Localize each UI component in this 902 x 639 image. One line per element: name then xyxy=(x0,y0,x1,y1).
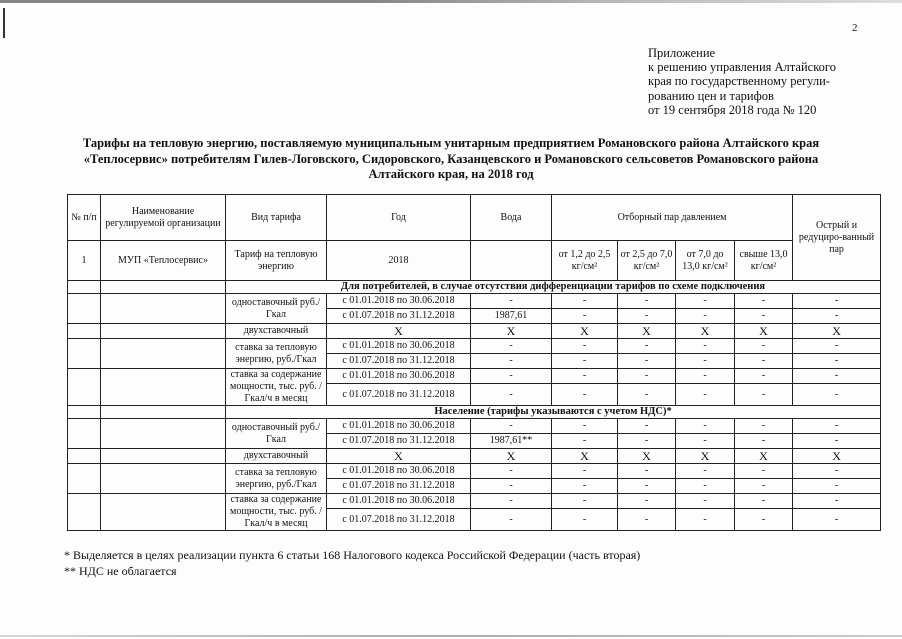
empty-cell xyxy=(68,449,101,464)
value-cell: - xyxy=(735,464,793,479)
capacity-rate-row xyxy=(68,369,881,384)
empty-cell xyxy=(101,339,226,369)
section-title: Население (тарифы указываются с учетом НДС)* xyxy=(226,406,881,419)
col-header-num: № п/п xyxy=(68,195,101,241)
org-num: 1 xyxy=(68,241,101,281)
capacity-rate-label: ставка за содержание мощности, тыс. руб. /Гкал/ч в месяц xyxy=(226,369,327,406)
appendix-line: к решению управления Алтайского xyxy=(648,60,836,75)
empty-cell xyxy=(101,324,226,339)
org-year: 2018 xyxy=(327,241,471,281)
value-cell: 1987,61** xyxy=(471,434,552,449)
value-cell: - xyxy=(552,309,618,324)
period-cell: с 01.01.2018 по 30.06.2018 xyxy=(327,369,471,384)
value-cell: - xyxy=(552,384,618,406)
value-cell: - xyxy=(618,464,676,479)
value-cell: - xyxy=(676,434,735,449)
value-cell: - xyxy=(552,464,618,479)
value-cell: - xyxy=(793,354,881,369)
two-part-label: двухставочный xyxy=(226,324,327,339)
value-cell: - xyxy=(676,384,735,406)
value-cell: - xyxy=(676,294,735,309)
footnotes xyxy=(64,547,640,579)
value-cell: - xyxy=(676,494,735,509)
value-cell: - xyxy=(471,419,552,434)
col-header-tariff-type: Вид тарифа xyxy=(226,195,327,241)
appendix-note xyxy=(648,46,858,117)
value-cell: - xyxy=(618,479,676,494)
two-part-row xyxy=(68,449,881,464)
value-cell: - xyxy=(793,309,881,324)
document-title xyxy=(40,136,862,183)
empty-cell xyxy=(68,419,101,449)
header-row xyxy=(68,195,881,241)
appendix-line: края по государственному регули- xyxy=(648,74,830,89)
col-header-org: Наименование регулируемой организации xyxy=(101,195,226,241)
value-cell: X xyxy=(618,324,676,339)
value-cell: - xyxy=(618,339,676,354)
value-cell: - xyxy=(552,494,618,509)
value-cell: X xyxy=(793,449,881,464)
value-cell: X xyxy=(327,324,471,339)
section-title-row xyxy=(68,406,881,419)
col-header-pressure-1: от 1,2 до 2,5 кг/см² xyxy=(552,241,618,281)
value-cell: X xyxy=(618,449,676,464)
two-part-label: двухставочный xyxy=(226,449,327,464)
appendix-line: от 19 сентября 2018 года № 120 xyxy=(648,102,817,117)
value-cell: - xyxy=(676,419,735,434)
value-cell: - xyxy=(618,354,676,369)
value-cell: - xyxy=(793,509,881,531)
section-title-row xyxy=(68,281,881,294)
empty-cell xyxy=(101,464,226,494)
single-rate-label: одноставочный руб./Гкал xyxy=(226,294,327,324)
period-cell: с 01.07.2018 по 31.12.2018 xyxy=(327,354,471,369)
value-cell: - xyxy=(618,509,676,531)
col-header-water: Вода xyxy=(471,195,552,241)
value-cell: - xyxy=(735,354,793,369)
value-cell: 1987,61 xyxy=(471,309,552,324)
value-cell: - xyxy=(676,354,735,369)
value-cell: - xyxy=(735,309,793,324)
period-cell: с 01.07.2018 по 31.12.2018 xyxy=(327,434,471,449)
value-cell: - xyxy=(552,434,618,449)
title-line: Тарифы на тепловую энергию, поставляемую муниципальным унитарным предприятием Романовского района Алтайского края xyxy=(82,136,820,150)
empty-cell xyxy=(68,406,101,419)
value-cell: - xyxy=(552,419,618,434)
scan-edge-bottom xyxy=(0,635,902,637)
appendix-line: рованию цен и тарифов xyxy=(648,88,774,103)
empty-cell xyxy=(68,324,101,339)
empty-cell xyxy=(68,494,101,531)
value-cell: - xyxy=(552,294,618,309)
value-cell: X xyxy=(793,324,881,339)
value-cell: - xyxy=(676,509,735,531)
value-cell: - xyxy=(676,339,735,354)
empty-cell xyxy=(68,369,101,406)
value-cell: - xyxy=(793,419,881,434)
two-part-row xyxy=(68,324,881,339)
value-cell: - xyxy=(618,384,676,406)
value-cell: X xyxy=(552,449,618,464)
value-cell: - xyxy=(552,339,618,354)
value-cell: - xyxy=(618,294,676,309)
value-cell: - xyxy=(471,339,552,354)
page-number: 2 xyxy=(852,22,858,34)
empty-cell xyxy=(101,419,226,449)
empty-cell xyxy=(101,494,226,531)
value-cell: - xyxy=(735,369,793,384)
single-rate-row xyxy=(68,419,881,434)
energy-rate-row xyxy=(68,339,881,354)
value-cell: - xyxy=(552,369,618,384)
period-cell: с 01.07.2018 по 31.12.2018 xyxy=(327,509,471,531)
value-cell: - xyxy=(471,294,552,309)
value-cell: - xyxy=(618,494,676,509)
value-cell: - xyxy=(471,479,552,494)
energy-rate-label: ставка за тепловую энергию, руб./Гкал xyxy=(226,339,327,369)
energy-rate-row xyxy=(68,464,881,479)
capacity-rate-row xyxy=(68,494,881,509)
value-cell: - xyxy=(471,369,552,384)
col-header-steam: Отборный пар давлением xyxy=(552,195,793,241)
value-cell: X xyxy=(327,449,471,464)
tariff-table xyxy=(67,194,881,531)
col-header-year: Год xyxy=(327,195,471,241)
empty-cell xyxy=(101,294,226,324)
empty-cell xyxy=(68,281,101,294)
value-cell: - xyxy=(735,384,793,406)
period-cell: с 01.01.2018 по 30.06.2018 xyxy=(327,494,471,509)
empty-cell xyxy=(101,281,226,294)
org-name: МУП «Теплосервис» xyxy=(101,241,226,281)
value-cell: - xyxy=(618,419,676,434)
tariff-table-body xyxy=(68,195,881,531)
value-cell: - xyxy=(471,494,552,509)
capacity-rate-label: ставка за содержание мощности, тыс. руб. /Гкал/ч в месяц xyxy=(226,494,327,531)
value-cell: X xyxy=(735,449,793,464)
value-cell: - xyxy=(793,384,881,406)
empty-cell xyxy=(68,339,101,369)
value-cell: - xyxy=(735,479,793,494)
value-cell: - xyxy=(793,339,881,354)
empty-cell xyxy=(101,406,226,419)
value-cell: - xyxy=(793,479,881,494)
value-cell: - xyxy=(676,464,735,479)
value-cell: - xyxy=(552,509,618,531)
col-header-pressure-4: свыше 13,0 кг/см² xyxy=(735,241,793,281)
value-cell: - xyxy=(793,464,881,479)
value-cell: - xyxy=(793,494,881,509)
title-line: Алтайского края, на 2018 год xyxy=(368,167,534,181)
energy-rate-label: ставка за тепловую энергию, руб./Гкал xyxy=(226,464,327,494)
value-cell: - xyxy=(793,369,881,384)
value-cell: X xyxy=(676,449,735,464)
value-cell: - xyxy=(735,294,793,309)
period-cell: с 01.01.2018 по 30.06.2018 xyxy=(327,464,471,479)
value-cell: X xyxy=(471,449,552,464)
value-cell: - xyxy=(471,354,552,369)
value-cell: - xyxy=(552,479,618,494)
org-tariff-type: Тариф на тепловую энергию xyxy=(226,241,327,281)
value-cell: X xyxy=(735,324,793,339)
period-cell: с 01.01.2018 по 30.06.2018 xyxy=(327,339,471,354)
value-cell: - xyxy=(735,509,793,531)
scan-edge-top xyxy=(0,0,902,3)
empty-cell xyxy=(101,449,226,464)
footnote: ** НДС не облагается xyxy=(64,564,177,578)
value-cell: - xyxy=(793,434,881,449)
value-cell: - xyxy=(676,309,735,324)
value-cell: - xyxy=(471,464,552,479)
single-rate-row xyxy=(68,294,881,309)
period-cell: с 01.07.2018 по 31.12.2018 xyxy=(327,384,471,406)
period-cell: с 01.07.2018 по 31.12.2018 xyxy=(327,309,471,324)
org-water xyxy=(471,241,552,281)
period-cell: с 01.07.2018 по 31.12.2018 xyxy=(327,479,471,494)
value-cell: - xyxy=(618,434,676,449)
value-cell: X xyxy=(552,324,618,339)
footnote: * Выделяется в целях реализации пункта 6 статьи 168 Налогового кодекса Российской Федерации (часть вторая) xyxy=(64,548,641,562)
title-line: «Теплосервис» потребителям Гилев-Логовского, Сидоровского, Казанцевского и Романовского сельсоветов Романовского района xyxy=(83,151,819,166)
value-cell: - xyxy=(735,494,793,509)
value-cell: - xyxy=(735,419,793,434)
period-cell: с 01.01.2018 по 30.06.2018 xyxy=(327,294,471,309)
value-cell: - xyxy=(618,309,676,324)
value-cell: - xyxy=(552,354,618,369)
value-cell: - xyxy=(471,384,552,406)
value-cell: - xyxy=(676,369,735,384)
col-header-sharp-steam: Острый и редуциро-ванный пар xyxy=(793,195,881,281)
value-cell: X xyxy=(676,324,735,339)
appendix-line: Приложение xyxy=(648,46,716,60)
value-cell: - xyxy=(793,294,881,309)
value-cell: - xyxy=(471,509,552,531)
value-cell: - xyxy=(735,434,793,449)
empty-cell xyxy=(68,294,101,324)
single-rate-label: одноставочный руб./Гкал xyxy=(226,419,327,449)
value-cell: - xyxy=(676,479,735,494)
col-header-pressure-3: от 7,0 до 13,0 кг/см² xyxy=(676,241,735,281)
scan-edge-left xyxy=(3,8,5,38)
empty-cell xyxy=(101,369,226,406)
col-header-pressure-2: от 2,5 до 7,0 кг/см² xyxy=(618,241,676,281)
value-cell: - xyxy=(618,369,676,384)
section-title: Для потребителей, в случае отсутствия дифференциации тарифов по схеме подключения xyxy=(226,281,881,294)
org-row xyxy=(68,241,881,281)
empty-cell xyxy=(68,464,101,494)
value-cell: - xyxy=(735,339,793,354)
value-cell: X xyxy=(471,324,552,339)
period-cell: с 01.01.2018 по 30.06.2018 xyxy=(327,419,471,434)
